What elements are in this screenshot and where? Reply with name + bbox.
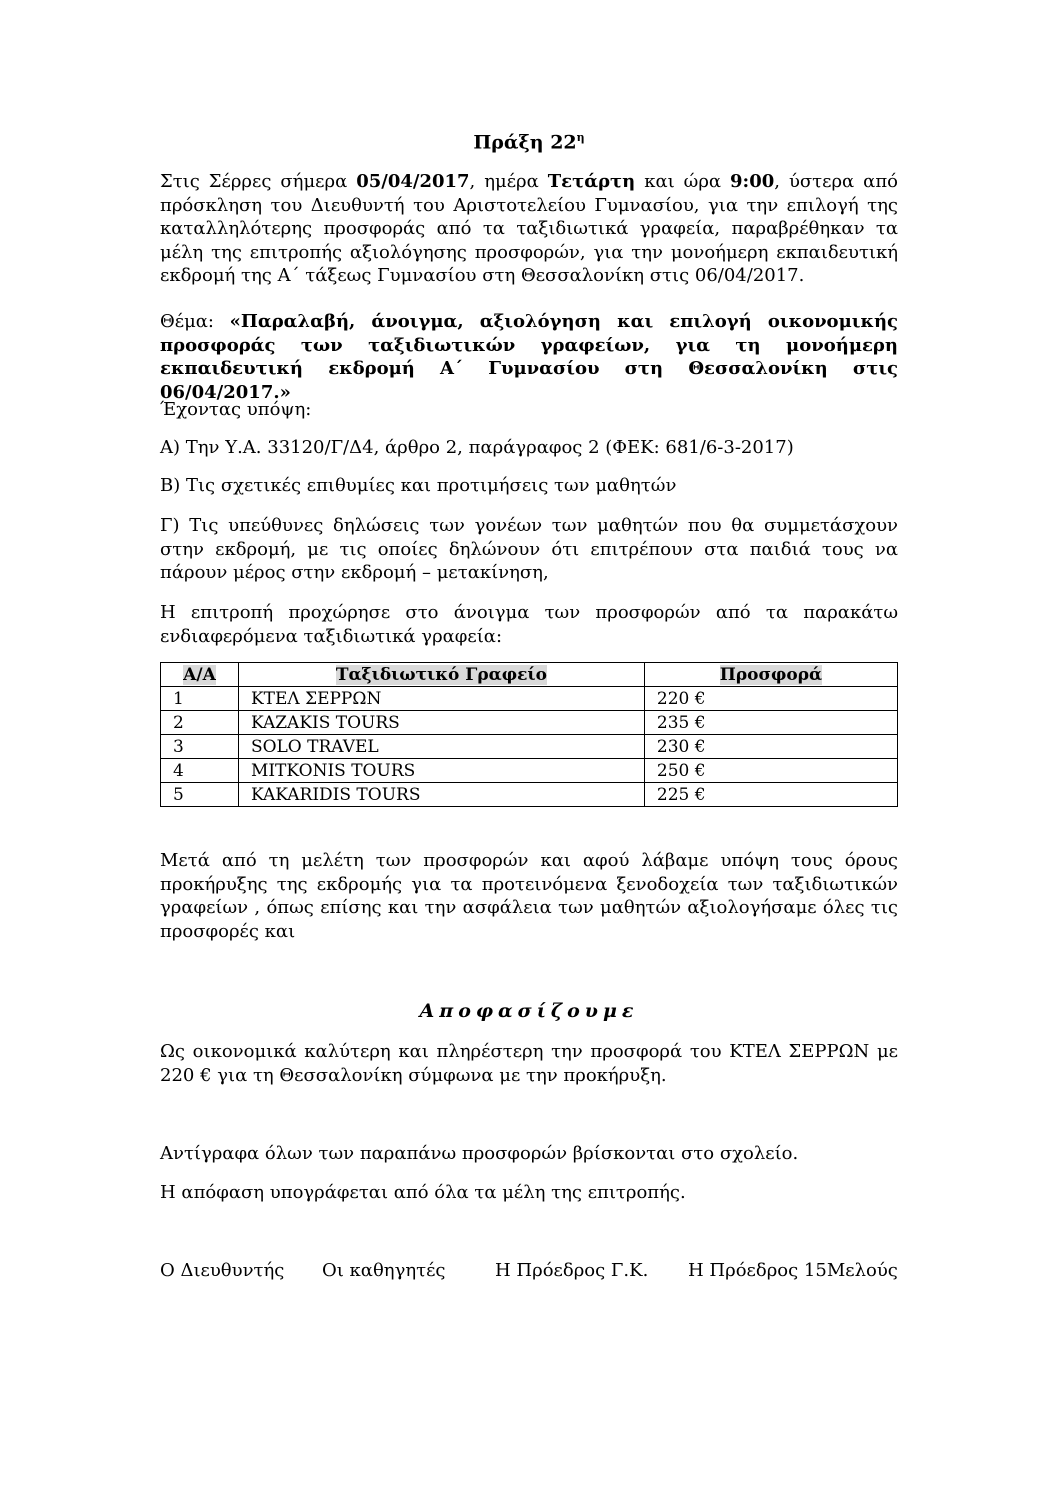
- row-agency: KAZAKIS TOURS: [238, 711, 644, 735]
- signed-note: Η απόφαση υπογράφεται από όλα τα μέλη της επιτροπής.: [160, 1182, 686, 1203]
- row-index: 5: [161, 783, 239, 807]
- header-agency: Ταξιδιωτικό Γραφείο: [238, 663, 644, 687]
- row-index: 2: [161, 711, 239, 735]
- row-offer: 230 €: [644, 735, 897, 759]
- decision-paragraph: Ως οικονομικά καλύτερη και πληρέστερη την προσφορά του ΚΤΕΛ ΣΕΡΡΩΝ με 220 € για τη Θεσσαλονίκη σύμφωνα με την προκήρυξη.: [160, 1041, 898, 1086]
- offers-table: [160, 662, 898, 807]
- row-offer: 225 €: [644, 783, 897, 807]
- intro-paragraph: Στις Σέρρες σήμερα 05/04/2017, ημέρα Τετάρτη και ώρα 9:00, ύστερα από πρόσκληση του Διευθυντή του Αριστοτελείου Γυμνασίου, για την επιλογή της καταλληλότερης προσφοράς από τα ταξιδιωτικά γραφεία, παραβρέθηκαν τα μέλη της επιτροπής αξιολόγησης προσφορών, για την μονοήμερη εκπαιδευτική εκδρομή της Α΄ τάξεως Γυμνασίου στη Θεσσαλονίκη στις 06/04/2017.: [160, 171, 898, 286]
- row-offer: 235 €: [644, 711, 897, 735]
- point-b: Β) Τις σχετικές επιθυμίες και προτιμήσεις των μαθητών: [160, 475, 677, 496]
- row-agency: KAKARIDIS TOURS: [238, 783, 644, 807]
- committee-paragraph: Η επιτροπή προχώρησε στο άνοιγμα των προσφορών από τα παρακάτω ενδιαφερόμενα ταξιδιωτικά γραφεία:: [160, 602, 898, 647]
- point-a: Α) Την Υ.Α. 33120/Γ/Δ4, άρθρο 2, παράγραφος 2 (ΦΕΚ: 681/6-3-2017): [160, 437, 794, 458]
- header-offer: Προσφορά: [644, 663, 897, 687]
- copies-note: Αντίγραφα όλων των παραπάνω προσφορών βρίσκονται στο σχολείο.: [160, 1143, 799, 1164]
- signature-president-gk: Η Πρόεδρος Γ.Κ.: [495, 1260, 649, 1281]
- signature-director: Ο Διευθυντής: [160, 1260, 285, 1281]
- row-agency: ΚΤΕΛ ΣΕΡΡΩΝ: [238, 687, 644, 711]
- row-offer: 220 €: [644, 687, 897, 711]
- page-title: Πράξη $22^\eta$: [473, 131, 585, 154]
- row-index: 4: [161, 759, 239, 783]
- after-study-paragraph: Μετά από τη μελέτη των προσφορών και αφού λάβαμε υπόψη τους όρους προκήρυξης της εκδρομής για τα προτεινόμενα ξενοδοχεία των ταξιδιωτικών γραφείων , όπως επίσης και την ασφάλεια των μαθητών αξιολογήσαμε όλες τις προσφορές και: [160, 850, 898, 942]
- point-c: Γ) Τις υπεύθυνες δηλώσεις των γονέων των μαθητών που θα συμμετάσχουν στην εκδρομή, με τις οποίες δηλώνουν ότι επιτρέπουν στα παιδιά τους να πάρουν μέρος στην εκδρομή – μετακίνηση,: [160, 515, 898, 583]
- signature-teachers: Οι καθηγητές: [322, 1260, 446, 1281]
- table-row: [161, 783, 898, 807]
- subject-paragraph: Θέμα: «Παραλαβή, άνοιγμα, αξιολόγηση και επιλογή οικονομικής προσφοράς των ταξιδιωτικών γραφείων, για τη μονοήμερη εκπαιδευτική εκδρομή Α΄ Γυμνασίου στη Θεσσαλονίκη στις 06/04/2017.»: [160, 311, 898, 403]
- table-row: [161, 735, 898, 759]
- table-row: [161, 687, 898, 711]
- header-index: Α/Α: [161, 663, 239, 687]
- row-agency: MITKONIS TOURS: [238, 759, 644, 783]
- row-index: 1: [161, 687, 239, 711]
- table-header-row: [161, 663, 898, 687]
- decision-heading: Αποφασίζουμε: [419, 1000, 639, 1022]
- row-offer: 250 €: [644, 759, 897, 783]
- signature-president-15: Η Πρόεδρος 15Μελούς: [688, 1260, 898, 1281]
- table-row: [161, 711, 898, 735]
- table-row: [161, 759, 898, 783]
- considering-label: Έχοντας υπόψη:: [160, 399, 312, 420]
- row-index: 3: [161, 735, 239, 759]
- row-agency: SOLO TRAVEL: [238, 735, 644, 759]
